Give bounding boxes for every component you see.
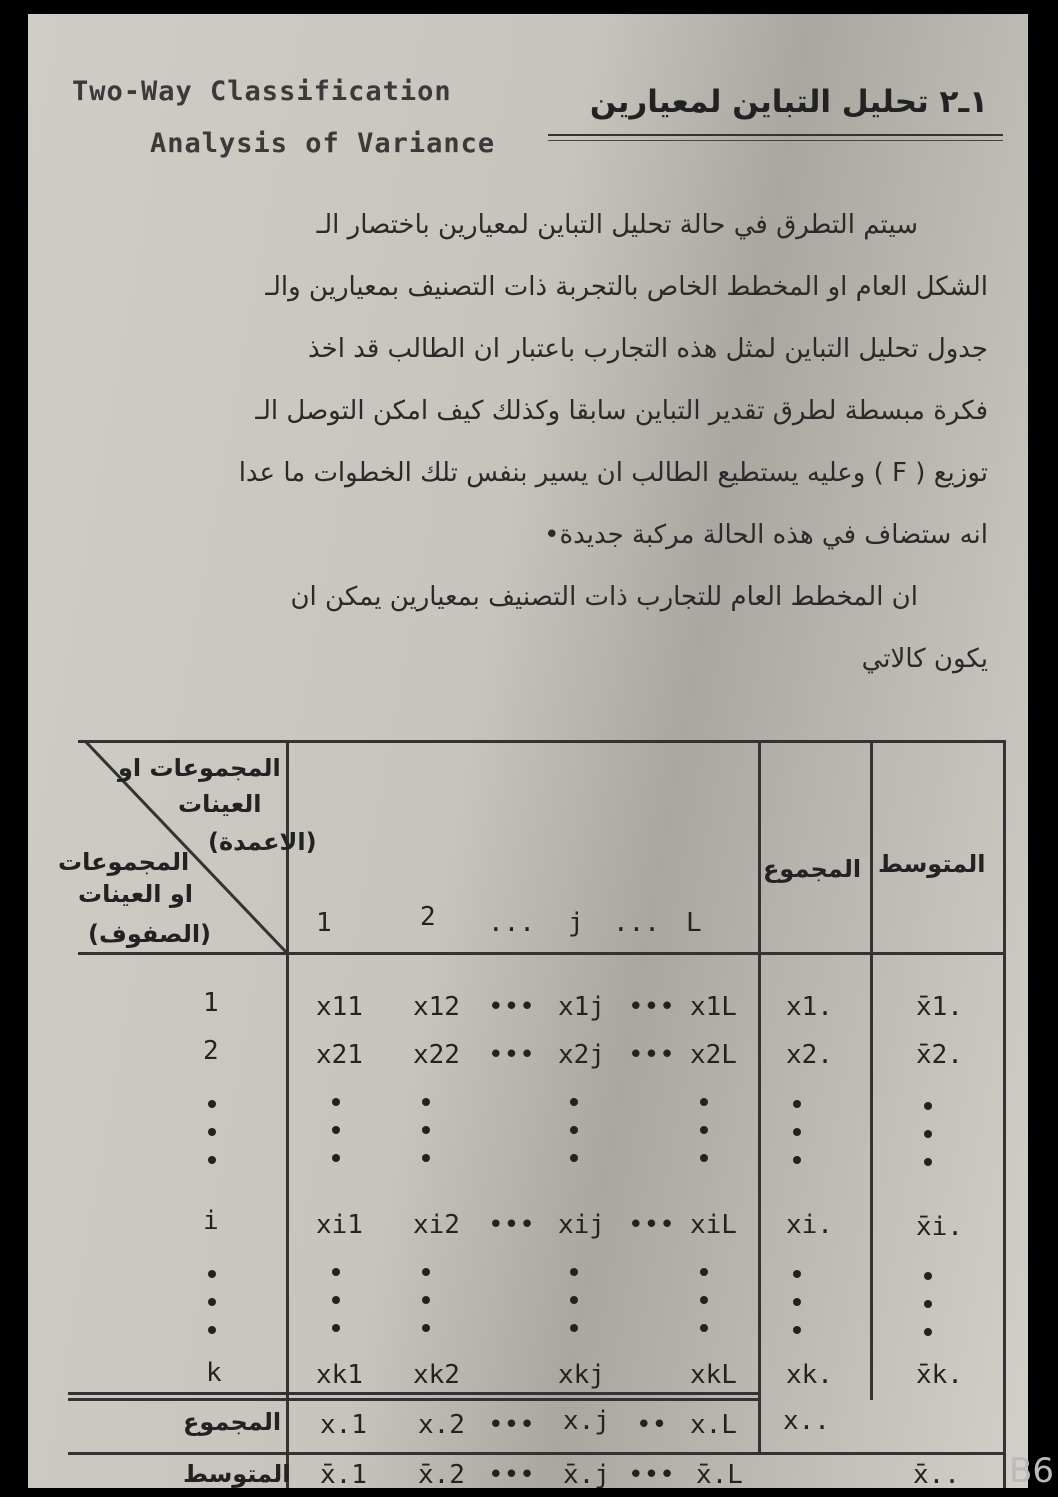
table-cell: xk2 [413,1360,460,1390]
table-cell: x̄.1 [320,1460,367,1488]
table-cell: x.L [690,1410,737,1440]
corner-label-rows: المجموعات [58,848,190,876]
table-cell: xk1 [316,1360,363,1390]
row-mean: x̄k. [916,1360,963,1390]
text-line: الشكل العام او المخطط الخاص بالتجربة ذات التصنيف بمعيارين والـ [265,272,988,302]
table-cell: ••• [488,1040,535,1070]
corner-label-columns: (الاعمدة) [208,828,317,856]
title-english-line1: Two-Way Classification [72,76,452,107]
total-row-rule-thin [68,1398,758,1401]
text-line: فكرة مبسطة لطرق تقدير التباين سابقا وكذلك كيف امكن التوصل الـ [255,396,988,426]
ellipsis-dot [700,1098,708,1106]
table-cell: ••• [488,1410,535,1440]
table-cell: ••• [488,992,535,1022]
two-way-table [58,730,1006,1488]
scanned-page [28,14,1028,1488]
ellipsis-dot [700,1268,708,1276]
ellipsis-dot [924,1130,932,1138]
col-divider-mean [870,740,873,1400]
total-row-rule [68,1392,758,1395]
table-cell: ••• [488,1210,535,1240]
ellipsis-dot [332,1098,340,1106]
mean-row-label: المتوسط [183,1460,291,1488]
row-mean: x̄i. [916,1212,963,1242]
corner-label-columns: العينات [178,790,262,818]
text-line: سيتم التطرق في حالة تحليل التباين لمعيارين باختصار الـ [316,210,918,240]
table-cell: x̄.j [563,1460,610,1488]
ellipsis-dot [332,1324,340,1332]
col-header-total: المجموع [763,855,862,883]
row-label: 2 [203,1036,219,1066]
table-cell: x.2 [418,1410,465,1440]
col-header: ... [613,908,660,938]
ellipsis-dot [422,1126,430,1134]
ellipsis-dot [570,1324,578,1332]
row-mean: x̄1. [916,992,963,1022]
text-line: توزيع ( F ) وعليه يستطيع الطالب ان يسير بنفس تلك الخطوات ما عدا [238,458,988,488]
ellipsis-dot [332,1154,340,1162]
row-label: 1 [203,988,219,1018]
ellipsis-dot [422,1296,430,1304]
ellipsis-dot [570,1126,578,1134]
ellipsis-dot [793,1156,801,1164]
table-cell: ••• [628,1460,675,1488]
ellipsis-dot [422,1268,430,1276]
table-cell: ••• [488,1460,535,1488]
ellipsis-dot [570,1268,578,1276]
ellipsis-dot [332,1296,340,1304]
ellipsis-dot [793,1298,801,1306]
ellipsis-dot [332,1268,340,1276]
row-total: xk. [786,1360,833,1390]
total-row-label: المجموع [183,1408,282,1436]
ellipsis-dot [700,1154,708,1162]
text-line: ان المخطط العام للتجارب ذات التصنيف بمعيارين يمكن ان [290,582,918,612]
mean-row-rule [68,1452,1003,1455]
title-underline-thin [548,140,1003,141]
col-header: 1 [316,908,332,938]
corner-label-rows: او العينات [78,880,194,908]
table-cell: x.j [563,1406,610,1436]
table-cell: ••• [628,1210,675,1240]
ellipsis-dot [422,1098,430,1106]
table-cell: x2L [690,1040,737,1070]
table-cell: ••• [628,992,675,1022]
table-cell: x2j [558,1040,605,1070]
table-cell: xij [558,1210,605,1240]
ellipsis-dot [700,1296,708,1304]
ellipsis-dot [332,1126,340,1134]
table-cell: x21 [316,1040,363,1070]
col-divider-total [758,740,761,1452]
grand-mean: x̄.. [913,1460,960,1488]
ellipsis-dot [208,1270,216,1278]
text-line: انه ستضاف في هذه الحالة مركبة جديدة• [544,520,988,550]
row-total: x2. [786,1040,833,1070]
body-text [58,194,988,690]
ellipsis-dot [700,1324,708,1332]
ellipsis-dot [924,1272,932,1280]
table-cell: x.1 [320,1410,367,1440]
table-cell: xi2 [413,1210,460,1240]
ellipsis-dot [570,1154,578,1162]
ellipsis-dot [924,1328,932,1336]
ellipsis-dot [208,1128,216,1136]
title-arabic: ١ـ٢ تحليل التباين لمعيارين [589,84,988,120]
col-header: j [568,908,584,938]
table-cell: x̄.2 [418,1460,465,1488]
table-cell: •• [636,1410,668,1440]
ellipsis-dot [570,1296,578,1304]
row-total: xi. [786,1210,833,1240]
ellipsis-dot [924,1102,932,1110]
text-line: جدول تحليل التباين لمثل هذه التجارب باعتبار ان الطالب قد اخذ [308,334,988,364]
table-cell: xkj [558,1360,605,1390]
table-cell: x22 [413,1040,460,1070]
table-cell: x12 [413,992,460,1022]
col-header: ... [488,908,535,938]
row-mean: x̄2. [916,1040,963,1070]
grand-total: x.. [783,1406,830,1436]
col-header: 2 [420,902,436,932]
ellipsis-dot [208,1100,216,1108]
ellipsis-dot [570,1098,578,1106]
row-label: i [203,1206,219,1236]
ellipsis-dot [793,1100,801,1108]
ellipsis-dot [208,1298,216,1306]
table-cell: xkL [690,1360,737,1390]
col-header: L [686,908,702,938]
table-cell: x1L [690,992,737,1022]
ellipsis-dot [700,1126,708,1134]
table-cell: xiL [690,1210,737,1240]
ellipsis-dot [924,1158,932,1166]
text-line: يكون كالاتي [861,644,988,674]
title-english-line2: Analysis of Variance [150,128,496,159]
corner-label-columns: المجموعات او [118,754,281,782]
ellipsis-dot [208,1326,216,1334]
ellipsis-dot [793,1128,801,1136]
col-header-mean: المتوسط [878,850,986,878]
ellipsis-dot [208,1156,216,1164]
ellipsis-dot [793,1326,801,1334]
table-right-border [1003,740,1006,1488]
table-cell: x11 [316,992,363,1022]
corner-label-rows: (الصفوف) [88,920,212,948]
table-cell: x1j [558,992,605,1022]
table-cell: xi1 [316,1210,363,1240]
watermark: B6 [1009,1451,1054,1491]
table-cell: ••• [628,1040,675,1070]
ellipsis-dot [422,1324,430,1332]
ellipsis-dot [422,1154,430,1162]
row-total: x1. [786,992,833,1022]
row-label: k [206,1358,222,1388]
ellipsis-dot [924,1300,932,1308]
ellipsis-dot [793,1270,801,1278]
table-cell: x̄.L [696,1460,743,1488]
title-underline [548,134,1003,136]
